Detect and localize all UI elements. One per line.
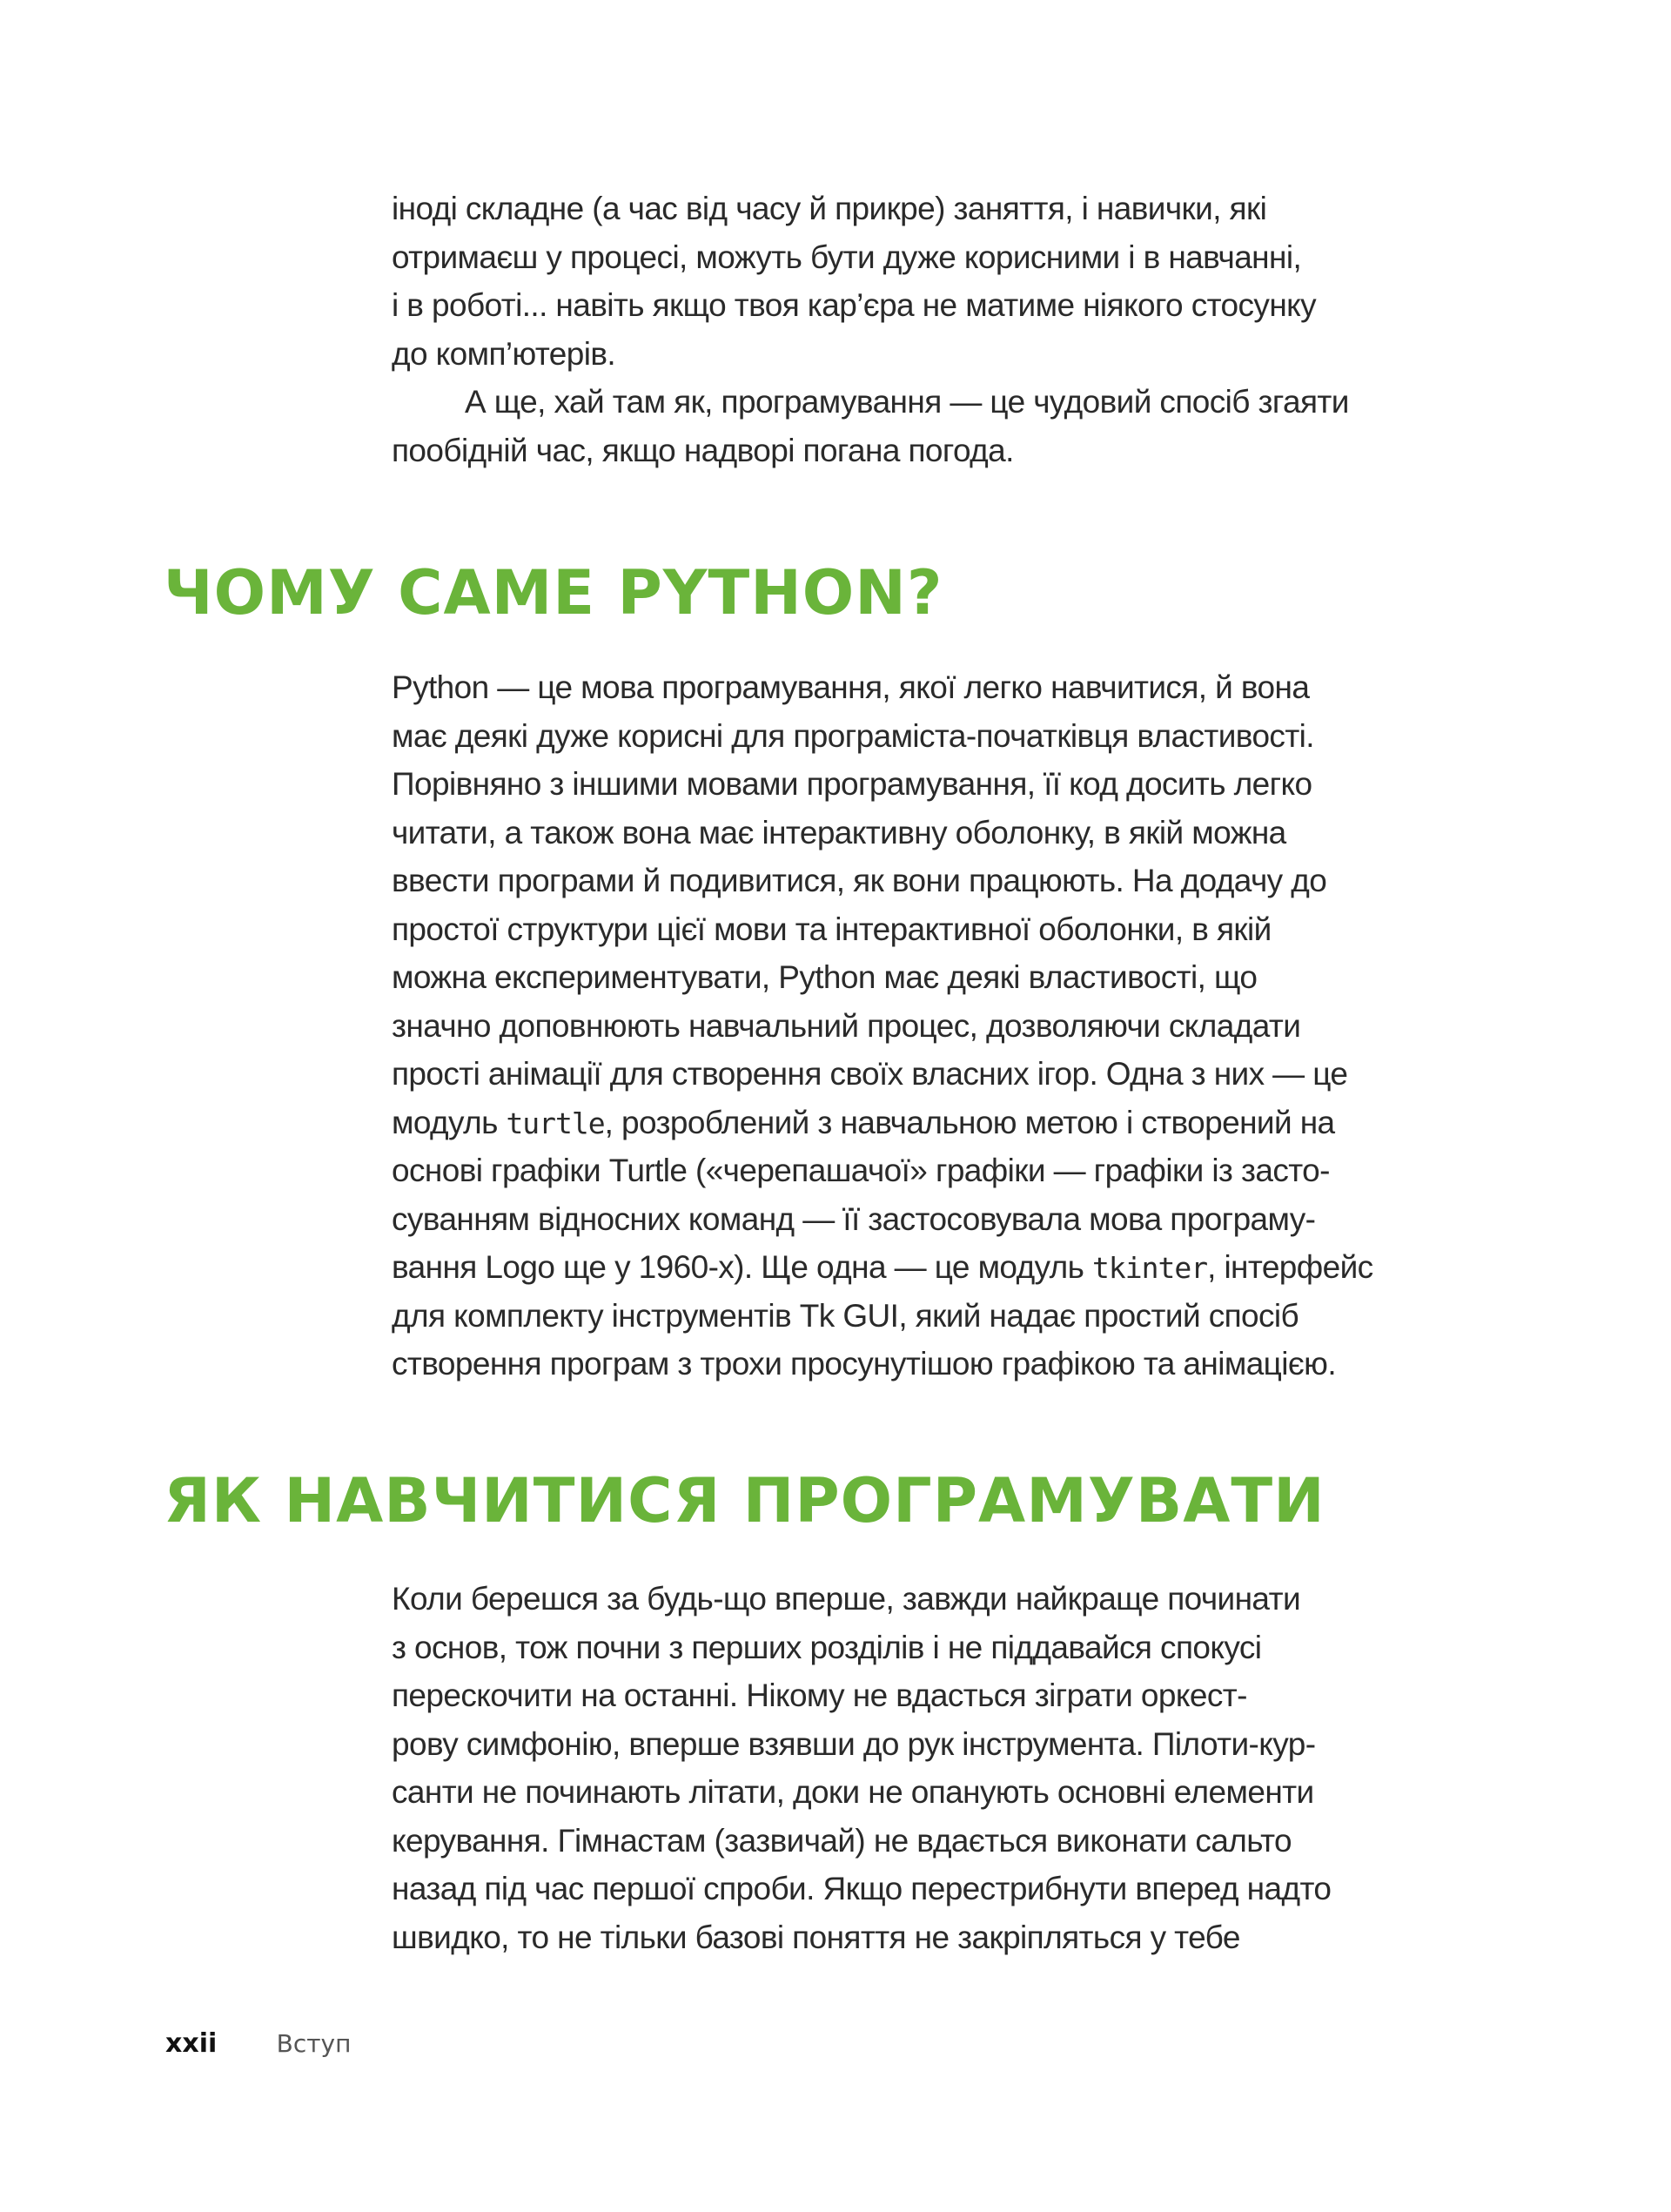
- line-text: має деякі дуже корисні для програміста-початківця властивості.: [392, 717, 1314, 754]
- why-python-paragraph: [392, 663, 1523, 1388]
- line-text: Коли берешся за будь-що вперше, завжди найкраще починати: [392, 1581, 1301, 1617]
- text-line: [392, 330, 1523, 379]
- line-text: керування. Гімнастам (зазвичай) не вдається виконати сальто: [392, 1822, 1292, 1859]
- inline-code: turtle: [506, 1106, 605, 1140]
- line-text: перескочити на останні. Нікому не вдасться зіграти оркест-: [392, 1677, 1247, 1713]
- line-text: і в роботі... навіть якщо твоя кар’єра не матиме ніякого стосунку: [392, 287, 1317, 323]
- text-line: [392, 427, 1523, 475]
- text-line: [392, 1817, 1523, 1866]
- text-line: [392, 1099, 1523, 1147]
- line-text: А ще, хай там як, програмування — це чудовий спосіб згаяти: [465, 384, 1349, 420]
- intro-paragraph: [392, 185, 1523, 474]
- text-line: [392, 1865, 1523, 1913]
- line-text: модуль: [392, 1104, 507, 1140]
- text-line: [392, 1340, 1523, 1388]
- text-line: [392, 1768, 1523, 1817]
- line-text-continued: , інтерфейс: [1207, 1249, 1373, 1285]
- line-text: іноді складне (а час від часу й прикре) заняття, і навички, які: [392, 191, 1267, 226]
- line-text: прості анімації для створення своїх власних ігор. Одна з них — це: [392, 1056, 1348, 1092]
- inline-code: tkinter: [1092, 1251, 1208, 1285]
- text-line: [392, 760, 1523, 809]
- how-to-learn-paragraph: [392, 1575, 1523, 1961]
- line-text: Python — це мова програмування, якої легко навчитися, й вона: [392, 669, 1310, 705]
- line-text: назад під час першої спроби. Якщо перестрибнути вперед надто: [392, 1871, 1332, 1906]
- line-text: можна експериментувати, Python має деякі властивості, що: [392, 959, 1258, 995]
- line-text: Порівняно з іншими мовами програмування, її код досить легко: [392, 766, 1312, 802]
- text-line: [392, 1913, 1523, 1962]
- text-line: [392, 1195, 1523, 1244]
- line-text: суванням відносних команд — її застосовувала мова програму-: [392, 1200, 1316, 1237]
- line-text: простої структури цієї мови та інтерактивної оболонки, в якій: [392, 911, 1272, 947]
- text-line: [392, 1575, 1523, 1624]
- page-number: xxii: [165, 2028, 218, 2059]
- line-text: вання Logo ще у 1960-х). Ще одна — це модуль: [392, 1249, 1092, 1285]
- text-line: [392, 905, 1523, 954]
- text-line: [392, 1720, 1523, 1769]
- line-text: значно доповнюють навчальний процес, дозволяючи складати: [392, 1007, 1301, 1044]
- text-line: [392, 953, 1523, 1002]
- text-line: [392, 663, 1523, 712]
- line-text-continued: , розроблений з навчальною метою і створений на: [604, 1104, 1335, 1140]
- text-line: [392, 857, 1523, 905]
- line-text: швидко, то не тільки базові поняття не закріпляться у тебе: [392, 1919, 1240, 1955]
- text-line: [392, 1050, 1523, 1099]
- heading-why-python: ЧОМУ САМЕ PYTHON?: [164, 557, 943, 629]
- line-text: ввести програми й подивитися, як вони працюють. На додачу до: [392, 863, 1327, 898]
- text-line: [392, 1292, 1523, 1341]
- page-footer: [165, 2028, 351, 2059]
- heading-how-to-learn: ЯК НАВЧИТИСЯ ПРОГРАМУВАТИ: [164, 1465, 1325, 1536]
- text-line: [392, 1624, 1523, 1672]
- section-title: Вступ: [276, 2029, 352, 2058]
- line-text: з основ, тож почни з перших розділів і не піддавайся спокусі: [392, 1629, 1262, 1665]
- line-text: читати, а також вона має інтерактивну оболонку, в якій можна: [392, 814, 1286, 851]
- text-line: [392, 185, 1523, 233]
- text-line: [392, 712, 1523, 761]
- line-text: основі графіки Turtle («черепашачої» графіки — графіки із засто-: [392, 1153, 1330, 1188]
- line-text: пообідній час, якщо надворі погана погода.: [392, 432, 1014, 468]
- text-line: [392, 809, 1523, 857]
- text-line: [392, 1146, 1523, 1195]
- text-line: [392, 233, 1523, 282]
- text-line: [392, 378, 1523, 427]
- line-text: до комп’ютерів.: [392, 335, 616, 372]
- text-line: [392, 1671, 1523, 1720]
- line-text: створення програм з трохи просунутішою графікою та анімацією.: [392, 1346, 1336, 1382]
- text-line: [392, 1002, 1523, 1051]
- text-line: [392, 281, 1523, 330]
- line-text: отримаєш у процесі, можуть бути дуже корисними і в навчанні,: [392, 239, 1302, 275]
- line-text: рову симфонію, вперше взявши до рук інструмента. Пілоти-кур-: [392, 1725, 1316, 1762]
- text-line: [392, 1243, 1523, 1292]
- line-text: для комплекту інструментів Tk GUI, який надає простий спосіб: [392, 1297, 1299, 1334]
- line-text: санти не починають літати, доки не опанують основні елементи: [392, 1774, 1314, 1810]
